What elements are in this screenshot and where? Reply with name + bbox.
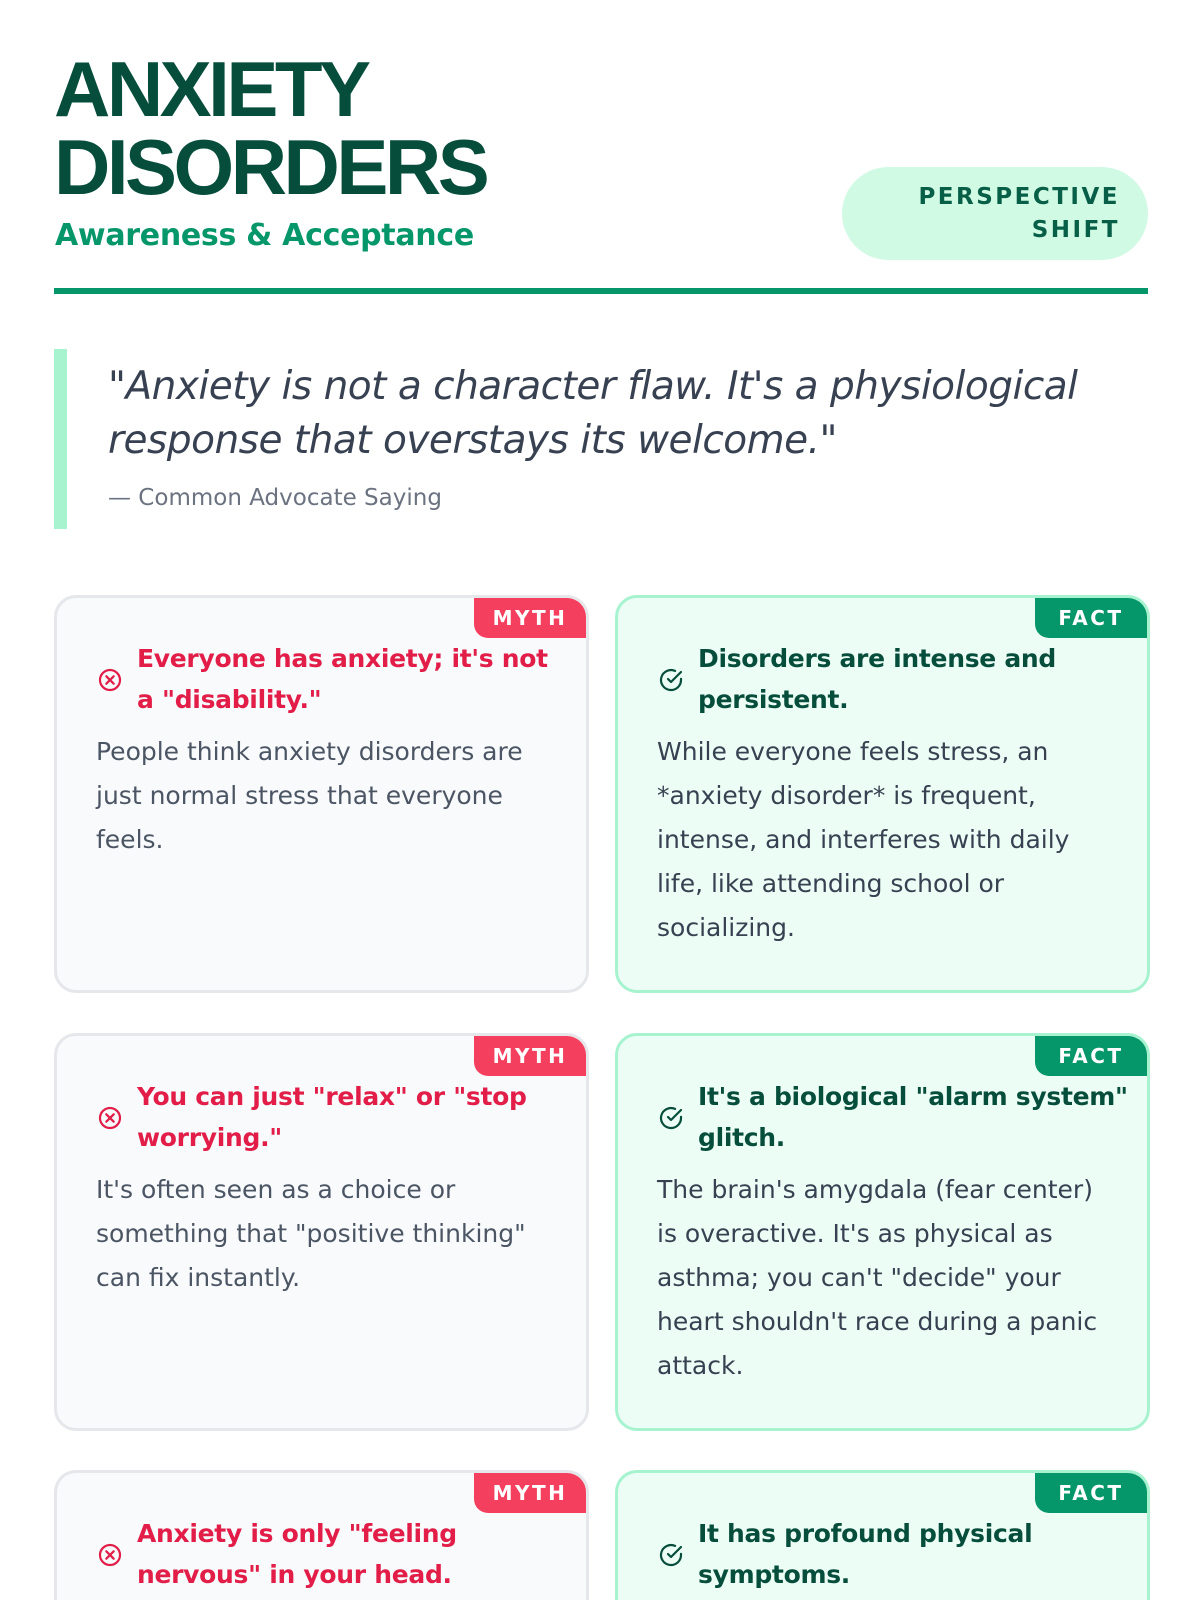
fact-heading: Disorders are intense and persistent. (698, 644, 1057, 714)
myth-heading: You can just "relax" or "stop worrying." (137, 1082, 527, 1152)
myth-body: It's often seen as a choice or something that "positive thinking" can fix instantly. (96, 1175, 526, 1292)
fact-body: While everyone feels stress, an *anxiety disorder* is frequent, intense, and interferes with daily life, like attending school or socializing. (657, 737, 1070, 942)
fact-heading: It has profound physical symptoms. (698, 1519, 1033, 1589)
header-divider (54, 288, 1148, 294)
check-circle-icon (657, 666, 685, 694)
fact-card (615, 1470, 1150, 1600)
badge-line-1: PERSPECTIVE (918, 184, 1120, 210)
fact-tag: FACT (1035, 1036, 1147, 1076)
quote-text: "Anxiety is not a character flaw. It's a physiological response that overstays its welcome." (108, 364, 1078, 463)
fact-card (615, 595, 1150, 993)
myth-tag: MYTH (474, 598, 586, 638)
page-subtitle: Awareness & Acceptance (55, 218, 474, 253)
fact-card (615, 1033, 1150, 1431)
check-circle-icon (657, 1104, 685, 1132)
myth-card (54, 1033, 589, 1431)
perspective-badge (842, 167, 1148, 260)
quote-accent-bar (54, 349, 67, 529)
quote-source: — Common Advocate Saying (108, 485, 442, 511)
x-circle-icon (96, 1104, 124, 1132)
fact-tag: FACT (1035, 1473, 1147, 1513)
x-circle-icon (96, 1541, 124, 1569)
fact-tag: FACT (1035, 598, 1147, 638)
title-line-2: DISORDERS (54, 123, 487, 211)
myth-heading: Anxiety is only "feeling nervous" in your head. (137, 1519, 457, 1589)
myth-body: People think anxiety disorders are just normal stress that everyone feels. (96, 737, 523, 854)
fact-body: The brain's amygdala (fear center) is overactive. It's as physical as asthma; you can't "decide" your heart shouldn't race during a panic attack. (657, 1175, 1098, 1380)
myth-tag: MYTH (474, 1473, 586, 1513)
check-circle-icon (657, 1541, 685, 1569)
badge-line-2: SHIFT (1031, 217, 1120, 243)
fact-heading: It's a biological "alarm system" glitch. (698, 1082, 1128, 1152)
myth-card (54, 595, 589, 993)
myth-tag: MYTH (474, 1036, 586, 1076)
myth-heading: Everyone has anxiety; it's not a "disability." (137, 644, 548, 714)
page-title (54, 45, 487, 211)
x-circle-icon (96, 666, 124, 694)
title-line-1: ANXIETY (54, 45, 368, 133)
myth-card (54, 1470, 589, 1600)
